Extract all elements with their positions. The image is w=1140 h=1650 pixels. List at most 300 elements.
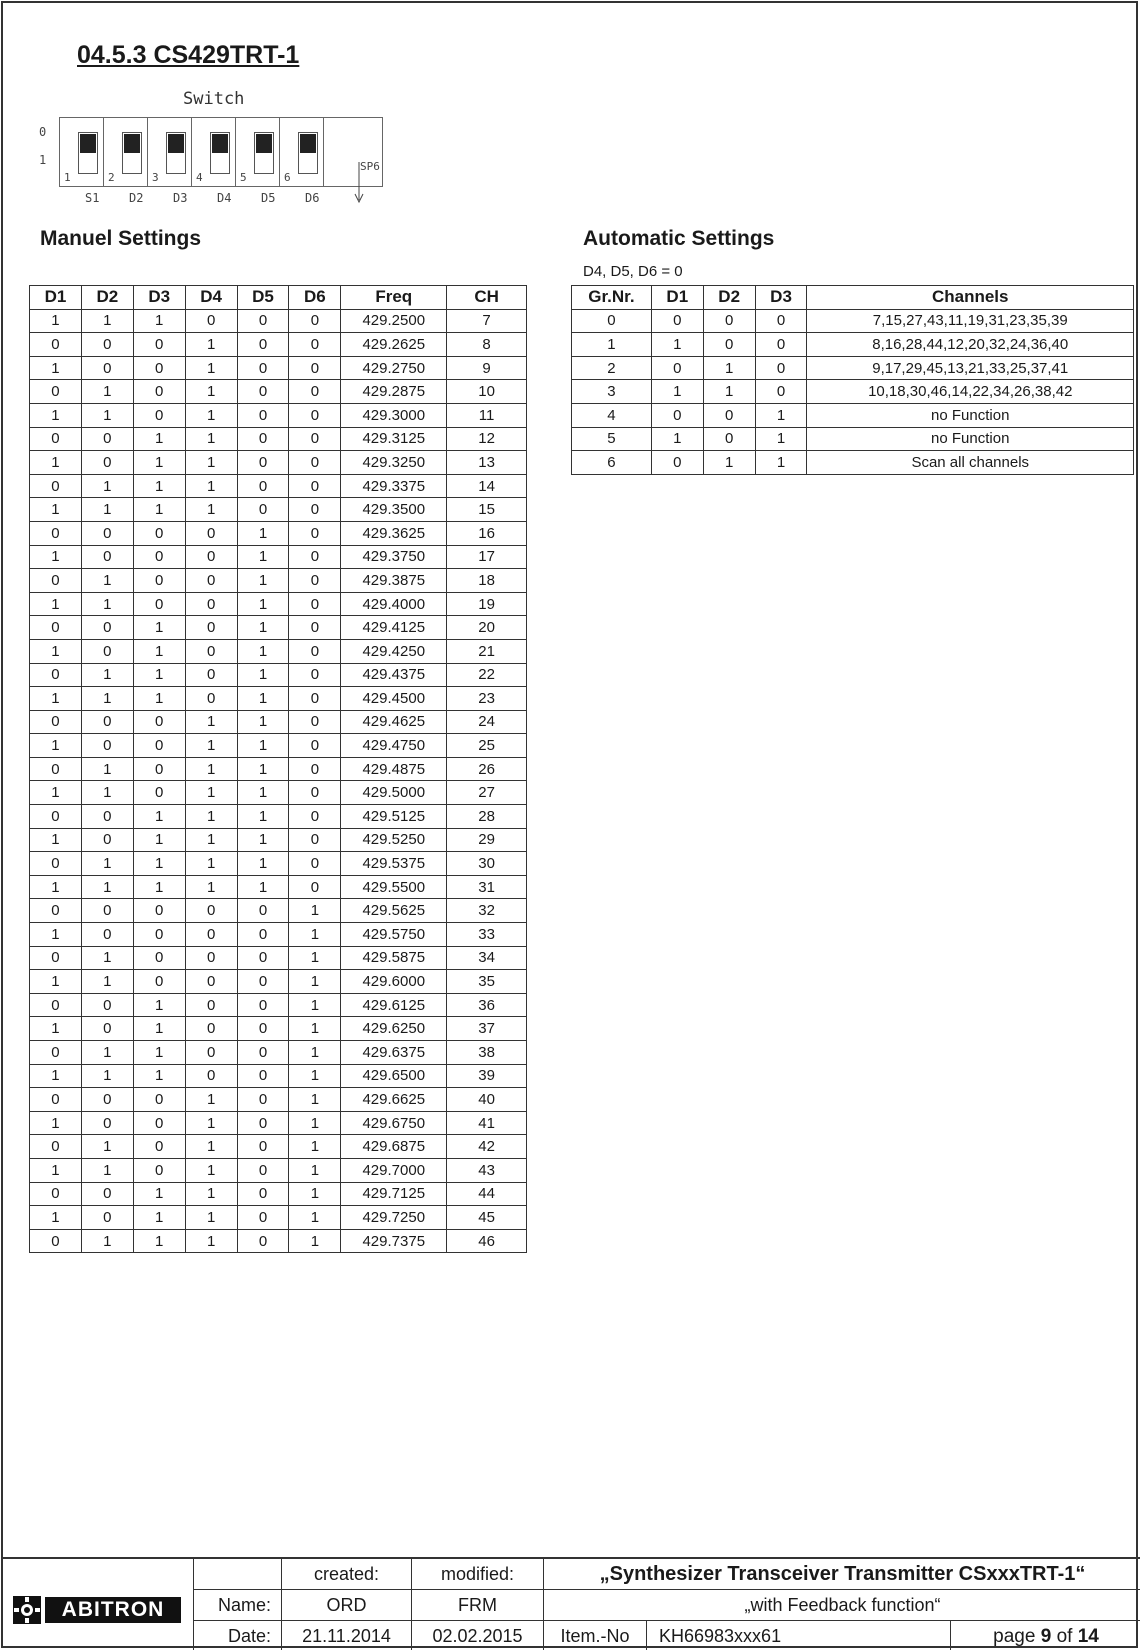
manual-cell: 1 xyxy=(185,1158,237,1182)
manual-cell: 1 xyxy=(185,1111,237,1135)
manual-cell: 1 xyxy=(81,592,133,616)
footer-modified-label: modified: xyxy=(412,1559,544,1590)
manual-cell: 39 xyxy=(447,1064,527,1088)
manual-cell: 0 xyxy=(133,899,185,923)
manual-cell: 1 xyxy=(30,970,82,994)
manual-cell: 0 xyxy=(133,592,185,616)
manual-cell: 35 xyxy=(447,970,527,994)
switch-label-d2: D2 xyxy=(129,191,144,205)
manual-cell: 1 xyxy=(237,545,289,569)
manual-cell: 0 xyxy=(81,356,133,380)
footer-item-number: KH66983xxx61 xyxy=(647,1621,951,1650)
manual-header-cell: D3 xyxy=(133,286,185,310)
automatic-header-cell: D1 xyxy=(651,286,703,310)
automatic-cell: 2 xyxy=(572,356,652,380)
manual-cell: 0 xyxy=(237,1135,289,1159)
manual-cell: 1 xyxy=(289,923,341,947)
table-row xyxy=(30,757,527,781)
footer-document-subtitle: „with Feedback function“ xyxy=(544,1590,1140,1621)
automatic-settings-table xyxy=(571,285,1134,475)
manual-cell: 1 xyxy=(289,1041,341,1065)
manual-cell: 12 xyxy=(447,427,527,451)
table-row xyxy=(30,687,527,711)
manual-cell: 0 xyxy=(81,1017,133,1041)
manual-cell: 0 xyxy=(30,1041,82,1065)
manual-cell: 1 xyxy=(237,828,289,852)
manual-cell: 0 xyxy=(30,757,82,781)
manual-cell: 38 xyxy=(447,1041,527,1065)
manual-cell: 1 xyxy=(237,710,289,734)
table-row xyxy=(30,946,527,970)
manual-cell: 429.6375 xyxy=(341,1041,447,1065)
page-current: 9 xyxy=(1040,1625,1052,1647)
manual-cell: 429.6125 xyxy=(341,993,447,1017)
manual-cell: 0 xyxy=(237,427,289,451)
automatic-cell: 1 xyxy=(651,427,703,451)
manual-cell: 429.5625 xyxy=(341,899,447,923)
manual-cell: 22 xyxy=(447,663,527,687)
page-total: 14 xyxy=(1077,1625,1099,1647)
manual-cell: 32 xyxy=(447,899,527,923)
table-row xyxy=(30,1158,527,1182)
table-row xyxy=(30,710,527,734)
manual-cell: 0 xyxy=(289,687,341,711)
manual-cell: 0 xyxy=(30,569,82,593)
manual-cell: 1 xyxy=(185,403,237,427)
automatic-cell: 7,15,27,43,11,19,31,23,35,39 xyxy=(807,309,1134,333)
switch-side-label-1: 1 xyxy=(39,153,47,167)
manual-cell: 0 xyxy=(133,545,185,569)
switch-slot xyxy=(210,132,230,174)
manual-cell: 0 xyxy=(289,333,341,357)
table-row xyxy=(30,993,527,1017)
manual-cell: 1 xyxy=(81,1229,133,1253)
manual-cell: 1 xyxy=(237,569,289,593)
footer-created-label: created: xyxy=(282,1559,412,1590)
manual-cell: 0 xyxy=(289,380,341,404)
manual-cell: 8 xyxy=(447,333,527,357)
manual-cell: 0 xyxy=(185,663,237,687)
manual-cell: 20 xyxy=(447,616,527,640)
manual-cell: 0 xyxy=(237,451,289,475)
manual-cell: 1 xyxy=(237,616,289,640)
manual-cell: 0 xyxy=(237,1017,289,1041)
manual-cell: 429.6000 xyxy=(341,970,447,994)
manual-cell: 1 xyxy=(237,663,289,687)
automatic-cell: 0 xyxy=(703,309,755,333)
switch-6 xyxy=(280,118,324,186)
manual-cell: 0 xyxy=(133,757,185,781)
footer-info-grid xyxy=(193,1559,1140,1650)
manual-cell: 0 xyxy=(133,970,185,994)
dip-switch-diagram xyxy=(37,87,397,207)
manual-cell: 0 xyxy=(133,356,185,380)
manual-cell: 0 xyxy=(133,781,185,805)
manual-cell: 1 xyxy=(133,1229,185,1253)
manual-cell: 1 xyxy=(133,852,185,876)
manual-cell: 1 xyxy=(81,380,133,404)
manual-cell: 429.3250 xyxy=(341,451,447,475)
automatic-cell: 9,17,29,45,13,21,33,25,37,41 xyxy=(807,356,1134,380)
manual-cell: 429.4125 xyxy=(341,616,447,640)
manual-cell: 0 xyxy=(30,1088,82,1112)
manual-cell: 14 xyxy=(447,474,527,498)
manual-cell: 429.5250 xyxy=(341,828,447,852)
manual-cell: 0 xyxy=(30,616,82,640)
manual-cell: 1 xyxy=(30,309,82,333)
manual-cell: 1 xyxy=(237,639,289,663)
manual-cell: 429.7000 xyxy=(341,1158,447,1182)
manual-cell: 1 xyxy=(237,805,289,829)
table-row xyxy=(30,1206,527,1230)
automatic-cell: no Function xyxy=(807,403,1134,427)
switch-slot xyxy=(78,132,98,174)
manual-cell: 1 xyxy=(185,734,237,758)
manual-cell: 1 xyxy=(185,875,237,899)
manual-cell: 28 xyxy=(447,805,527,829)
manual-cell: 7 xyxy=(447,309,527,333)
manual-cell: 1 xyxy=(185,333,237,357)
manual-cell: 1 xyxy=(237,734,289,758)
automatic-cell: 1 xyxy=(703,356,755,380)
manual-cell: 1 xyxy=(133,427,185,451)
manual-cell: 429.2500 xyxy=(341,309,447,333)
manual-header-cell: D5 xyxy=(237,286,289,310)
manual-cell: 1 xyxy=(81,498,133,522)
footer-item-label: Item.-No xyxy=(544,1621,647,1650)
manual-cell: 1 xyxy=(185,356,237,380)
manual-cell: 44 xyxy=(447,1182,527,1206)
manual-cell: 1 xyxy=(30,545,82,569)
manual-cell: 429.2750 xyxy=(341,356,447,380)
manual-cell: 1 xyxy=(30,1064,82,1088)
manual-cell: 1 xyxy=(81,1041,133,1065)
manual-cell: 1 xyxy=(81,309,133,333)
manual-cell: 1 xyxy=(81,946,133,970)
manual-cell: 0 xyxy=(237,1229,289,1253)
table-row xyxy=(30,356,527,380)
manual-cell: 1 xyxy=(185,710,237,734)
manual-cell: 429.7125 xyxy=(341,1182,447,1206)
abitron-logo-text: ABITRON xyxy=(45,1597,181,1623)
manual-settings-heading: Manuel Settings xyxy=(40,227,202,250)
table-row xyxy=(30,923,527,947)
table-row xyxy=(30,852,527,876)
manual-cell: 1 xyxy=(81,1135,133,1159)
manual-cell: 429.7375 xyxy=(341,1229,447,1253)
manual-cell: 1 xyxy=(81,852,133,876)
automatic-cell: 1 xyxy=(755,451,807,475)
manual-cell: 0 xyxy=(289,663,341,687)
manual-cell: 1 xyxy=(133,309,185,333)
manual-cell: 0 xyxy=(237,993,289,1017)
automatic-header-cell: D3 xyxy=(755,286,807,310)
table-row xyxy=(30,805,527,829)
manual-cell: 0 xyxy=(237,1111,289,1135)
manual-cell: 1 xyxy=(133,1017,185,1041)
manual-cell: 0 xyxy=(289,852,341,876)
manual-cell: 0 xyxy=(237,356,289,380)
manual-cell: 1 xyxy=(185,427,237,451)
switch-label-d6: D6 xyxy=(305,191,320,205)
manual-cell: 0 xyxy=(237,1088,289,1112)
switch-slot xyxy=(166,132,186,174)
manual-cell: 0 xyxy=(81,451,133,475)
manual-cell: 429.4375 xyxy=(341,663,447,687)
automatic-cell: 0 xyxy=(703,427,755,451)
manual-cell: 43 xyxy=(447,1158,527,1182)
manual-cell: 1 xyxy=(81,970,133,994)
manual-cell: 1 xyxy=(289,899,341,923)
manual-cell: 429.2875 xyxy=(341,380,447,404)
switch-3 xyxy=(148,118,192,186)
manual-cell: 0 xyxy=(81,1088,133,1112)
manual-cell: 0 xyxy=(81,427,133,451)
manual-cell: 0 xyxy=(30,946,82,970)
manual-cell: 0 xyxy=(30,899,82,923)
manual-cell: 429.3000 xyxy=(341,403,447,427)
manual-cell: 1 xyxy=(185,1182,237,1206)
switch-label-s1: S1 xyxy=(85,191,100,205)
manual-cell: 0 xyxy=(185,970,237,994)
manual-cell: 1 xyxy=(289,1182,341,1206)
manual-cell: 0 xyxy=(81,333,133,357)
manual-cell: 0 xyxy=(185,687,237,711)
switch-knob xyxy=(212,134,228,153)
manual-cell: 0 xyxy=(237,1158,289,1182)
automatic-cell: 1 xyxy=(703,451,755,475)
table-row xyxy=(572,427,1134,451)
manual-header-cell: CH xyxy=(447,286,527,310)
manual-cell: 429.5000 xyxy=(341,781,447,805)
manual-cell: 1 xyxy=(133,639,185,663)
manual-cell: 0 xyxy=(289,356,341,380)
manual-cell: 31 xyxy=(447,875,527,899)
manual-cell: 0 xyxy=(30,663,82,687)
document-footer xyxy=(3,1557,1140,1650)
manual-cell: 1 xyxy=(185,498,237,522)
manual-cell: 0 xyxy=(289,805,341,829)
manual-cell: 1 xyxy=(30,639,82,663)
manual-header-cell: D6 xyxy=(289,286,341,310)
manual-cell: 0 xyxy=(237,899,289,923)
manual-cell: 0 xyxy=(133,569,185,593)
automatic-cell: 0 xyxy=(755,309,807,333)
manual-cell: 0 xyxy=(289,545,341,569)
document-page xyxy=(1,1,1138,1648)
manual-cell: 0 xyxy=(185,521,237,545)
manual-cell: 429.3125 xyxy=(341,427,447,451)
table-row xyxy=(30,1229,527,1253)
automatic-cell: 0 xyxy=(755,380,807,404)
manual-cell: 0 xyxy=(237,403,289,427)
manual-cell: 21 xyxy=(447,639,527,663)
manual-cell: 1 xyxy=(30,592,82,616)
manual-cell: 0 xyxy=(30,1229,82,1253)
manual-cell: 0 xyxy=(185,993,237,1017)
manual-cell: 429.6625 xyxy=(341,1088,447,1112)
table-row xyxy=(30,899,527,923)
manual-cell: 429.6875 xyxy=(341,1135,447,1159)
manual-header-cell: Freq xyxy=(341,286,447,310)
manual-cell: 0 xyxy=(185,545,237,569)
manual-cell: 0 xyxy=(133,521,185,545)
manual-header-cell: D4 xyxy=(185,286,237,310)
manual-cell: 0 xyxy=(237,1041,289,1065)
manual-cell: 29 xyxy=(447,828,527,852)
switch-number: 5 xyxy=(240,171,247,184)
manual-cell: 0 xyxy=(185,569,237,593)
automatic-cell: 0 xyxy=(755,333,807,357)
manual-cell: 1 xyxy=(289,946,341,970)
manual-cell: 0 xyxy=(289,828,341,852)
manual-cell: 0 xyxy=(289,451,341,475)
manual-cell: 0 xyxy=(81,710,133,734)
switch-side-label-0: 0 xyxy=(39,125,47,139)
switch-label-d4: D4 xyxy=(217,191,232,205)
manual-cell: 1 xyxy=(185,1088,237,1112)
manual-cell: 0 xyxy=(237,333,289,357)
footer-page-number xyxy=(951,1621,1140,1650)
manual-cell: 1 xyxy=(133,1064,185,1088)
manual-cell: 0 xyxy=(30,427,82,451)
manual-cell: 1 xyxy=(30,498,82,522)
manual-cell: 0 xyxy=(237,970,289,994)
table-row xyxy=(30,309,527,333)
manual-header-cell: D1 xyxy=(30,286,82,310)
footer-created-date: 21.11.2014 xyxy=(282,1621,412,1650)
manual-cell: 0 xyxy=(81,1111,133,1135)
table-row xyxy=(30,1017,527,1041)
automatic-cell: no Function xyxy=(807,427,1134,451)
table-row xyxy=(572,356,1134,380)
automatic-cell: 0 xyxy=(651,403,703,427)
manual-cell: 0 xyxy=(81,899,133,923)
manual-cell: 0 xyxy=(289,875,341,899)
manual-cell: 1 xyxy=(133,1206,185,1230)
manual-cell: 1 xyxy=(289,1017,341,1041)
table-row xyxy=(30,451,527,475)
table-row xyxy=(572,380,1134,404)
automatic-header-cell: Gr.Nr. xyxy=(572,286,652,310)
manual-cell: 0 xyxy=(185,923,237,947)
manual-cell: 18 xyxy=(447,569,527,593)
manual-cell: 429.3375 xyxy=(341,474,447,498)
automatic-cell: 0 xyxy=(755,356,807,380)
manual-cell: 1 xyxy=(185,757,237,781)
switch-knob xyxy=(80,134,96,153)
automatic-cell: 8,16,28,44,12,20,32,24,36,40 xyxy=(807,333,1134,357)
table-row xyxy=(30,498,527,522)
manual-cell: 13 xyxy=(447,451,527,475)
switch-number: 1 xyxy=(64,171,71,184)
manual-cell: 1 xyxy=(30,687,82,711)
manual-cell: 429.3875 xyxy=(341,569,447,593)
manual-cell: 1 xyxy=(289,1064,341,1088)
manual-cell: 0 xyxy=(30,852,82,876)
manual-cell: 1 xyxy=(289,993,341,1017)
table-header-row xyxy=(30,286,527,310)
switch-slot xyxy=(298,132,318,174)
manual-cell: 37 xyxy=(447,1017,527,1041)
manual-cell: 0 xyxy=(30,1182,82,1206)
footer-name-label: Name: xyxy=(194,1590,282,1621)
manual-cell: 429.2625 xyxy=(341,333,447,357)
footer-date-label: Date: xyxy=(194,1621,282,1650)
page-prefix: page xyxy=(993,1625,1036,1647)
manual-cell: 1 xyxy=(133,1041,185,1065)
switch-label-d3: D3 xyxy=(173,191,188,205)
automatic-header-cell: D2 xyxy=(703,286,755,310)
manual-cell: 1 xyxy=(185,828,237,852)
manual-cell: 1 xyxy=(237,757,289,781)
manual-cell: 1 xyxy=(237,592,289,616)
manual-cell: 1 xyxy=(185,781,237,805)
automatic-cell: 1 xyxy=(651,380,703,404)
manual-cell: 1 xyxy=(30,451,82,475)
table-row xyxy=(30,403,527,427)
manual-cell: 1 xyxy=(30,1111,82,1135)
manual-cell: 429.5875 xyxy=(341,946,447,970)
table-row xyxy=(30,970,527,994)
manual-cell: 429.3625 xyxy=(341,521,447,545)
manual-cell: 27 xyxy=(447,781,527,805)
automatic-cell: 1 xyxy=(572,333,652,357)
automatic-settings-note: D4, D5, D6 = 0 xyxy=(583,263,683,280)
manual-cell: 1 xyxy=(289,1088,341,1112)
manual-cell: 429.4500 xyxy=(341,687,447,711)
manual-cell: 33 xyxy=(447,923,527,947)
manual-cell: 17 xyxy=(447,545,527,569)
automatic-cell: 5 xyxy=(572,427,652,451)
manual-cell: 0 xyxy=(30,333,82,357)
manual-cell: 0 xyxy=(185,616,237,640)
footer-empty-cell xyxy=(194,1559,282,1590)
manual-cell: 1 xyxy=(81,1158,133,1182)
manual-cell: 1 xyxy=(133,663,185,687)
switch-number: 6 xyxy=(284,171,291,184)
manual-cell: 0 xyxy=(81,639,133,663)
automatic-cell: 6 xyxy=(572,451,652,475)
manual-cell: 0 xyxy=(133,333,185,357)
automatic-cell: 1 xyxy=(651,333,703,357)
manual-cell: 429.5750 xyxy=(341,923,447,947)
table-row xyxy=(30,1088,527,1112)
manual-cell: 0 xyxy=(133,923,185,947)
manual-cell: 1 xyxy=(133,451,185,475)
switch-knob xyxy=(300,134,316,153)
manual-cell: 1 xyxy=(81,781,133,805)
manual-cell: 1 xyxy=(289,1229,341,1253)
manual-cell: 25 xyxy=(447,734,527,758)
manual-cell: 0 xyxy=(81,616,133,640)
footer-document-title: „Synthesizer Transceiver Transmitter CSxxxTRT-1“ xyxy=(544,1559,1140,1590)
switch-5 xyxy=(236,118,280,186)
manual-cell: 1 xyxy=(237,875,289,899)
manual-cell: 0 xyxy=(81,734,133,758)
switch-knob xyxy=(256,134,272,153)
manual-cell: 1 xyxy=(133,498,185,522)
manual-cell: 429.6250 xyxy=(341,1017,447,1041)
manual-cell: 0 xyxy=(30,474,82,498)
manual-cell: 16 xyxy=(447,521,527,545)
manual-cell: 429.4875 xyxy=(341,757,447,781)
manual-cell: 0 xyxy=(237,946,289,970)
table-row xyxy=(30,474,527,498)
table-row xyxy=(30,333,527,357)
manual-cell: 429.4625 xyxy=(341,710,447,734)
automatic-cell: 0 xyxy=(572,309,652,333)
